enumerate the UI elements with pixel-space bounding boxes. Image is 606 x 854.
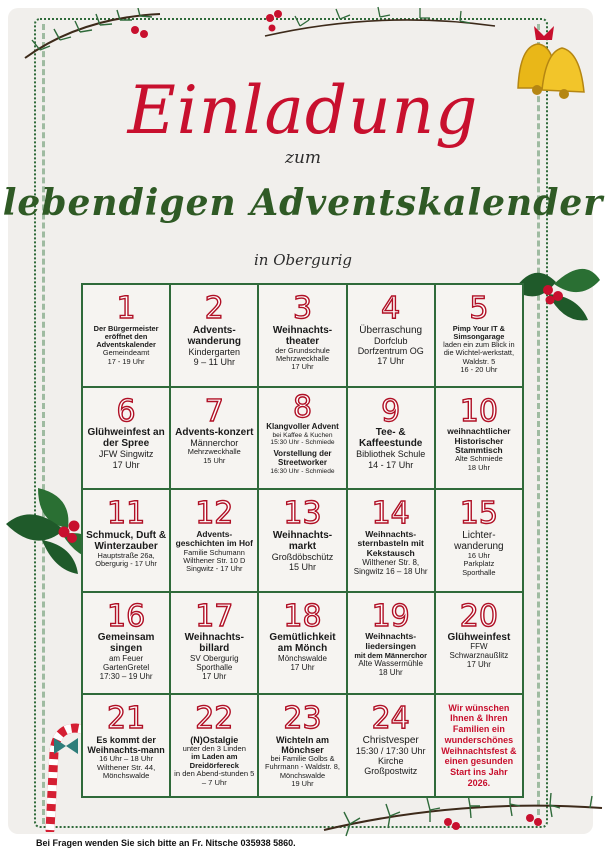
day-number: 16 (107, 598, 146, 634)
day-detail: Bibliothek Schule (356, 449, 426, 460)
day-time: 9 – 11 Uhr (193, 356, 235, 367)
day-event: Lichter-wanderung (454, 529, 504, 552)
calendar-day-18 (258, 592, 346, 695)
day-detail: bei Kaffee & Kuchen (272, 432, 333, 440)
day-time: Singwitz - 17 Uhr (186, 564, 243, 574)
day-time: 19 Uhr (291, 778, 314, 788)
day-time: in den Abend-stunden 5 – 7 Uhr (174, 769, 255, 787)
calendar-day-9 (347, 387, 435, 490)
day-event: Vorstellung der Streetworker (273, 448, 332, 467)
calendar-day-22 (170, 694, 258, 797)
day-detail: Gemeindeamt (102, 348, 150, 358)
calendar-day-8 (258, 387, 346, 490)
day-number: 23 (283, 701, 322, 737)
day-time: 15 Uhr (288, 562, 316, 573)
day-number: 4 (381, 291, 401, 326)
day-event: Klangvoller Advent (266, 422, 339, 432)
calendar-day-20 (435, 592, 523, 695)
day-number: 8 (292, 389, 313, 425)
day-event: Weihnachts-theater (272, 324, 333, 347)
calendar-day-12 (170, 489, 258, 592)
day-detail: Mönchswalde (278, 653, 327, 663)
day-number: 6 (116, 393, 136, 429)
calendar-day-10 (435, 387, 523, 490)
day-event: Weihnachts-markt (272, 529, 333, 552)
day-number: 11 (107, 496, 146, 532)
day-detail: FFW (470, 642, 488, 652)
calendar-day-14 (347, 489, 435, 592)
day-detail: Großpostwitz (364, 766, 418, 777)
subtitle-adventskalender: lebendigen Adventskalender (2, 182, 604, 224)
calendar-day-21 (82, 694, 170, 797)
day-detail: Wilthener Str. 10 D (183, 555, 246, 565)
day-time: 17 Uhr (377, 355, 405, 366)
invitation-title: Einladung (127, 72, 479, 149)
day-event: Überraschung (359, 324, 423, 336)
day-detail: am Feuer (108, 653, 144, 663)
calendar-day-7 (170, 387, 258, 490)
day-detail: bei Familie Golbs & Fuhrmann - Waldstr. 8, Mönchswalde (265, 754, 340, 780)
day-detail: mit dem Männerchor (354, 650, 428, 660)
day-detail: Wilthener Str. 8, (362, 557, 420, 567)
christmas-greeting-cell (435, 694, 523, 797)
day-detail: Kirche (377, 756, 404, 767)
day-detail: Männerchor (190, 438, 239, 449)
day-detail: SV Obergurig (190, 653, 239, 663)
day-event: Weihnachts-billard (184, 632, 244, 655)
calendar-day-17 (170, 592, 258, 695)
day-time: 18 Uhr (467, 462, 490, 472)
day-number: 15 (459, 496, 498, 532)
day-time: Singwitz 16 – 18 Uhr (353, 566, 428, 576)
day-detail: Großdöbschütz (271, 552, 334, 563)
calendar-day-19 (347, 592, 435, 695)
day-time: 17 Uhr (112, 459, 140, 470)
day-number: 1 (116, 291, 136, 326)
day-time: 17 Uhr (202, 671, 227, 681)
day-event: Christvesper (362, 734, 419, 746)
day-number: 20 (459, 598, 498, 634)
day-number: 17 (195, 598, 234, 634)
day-detail: Alte Schmiede (455, 454, 503, 464)
day-time: 14 - 17 Uhr (368, 459, 414, 470)
pine-garland-top-left-icon (20, 8, 170, 68)
subtitle-location: in Obergurig (253, 251, 352, 269)
day-detail: Hauptstraße 26a, Obergurig - 17 Uhr (95, 551, 157, 569)
day-time: 17:30 – 19 Uhr (99, 671, 153, 681)
day-event: Schmuck, Duft & Winterzauber (86, 529, 167, 552)
day-time: 17 Uhr (290, 662, 315, 672)
day-number: 10 (459, 393, 498, 429)
day-number: 24 (371, 701, 410, 737)
day-time: 15 Uhr (203, 455, 226, 465)
day-number: 12 (195, 496, 234, 532)
day-number: 13 (283, 496, 322, 532)
advent-calendar-grid (81, 283, 524, 798)
day-detail: unter den 3 Linden (182, 743, 246, 753)
day-number: 2 (204, 291, 224, 326)
day-event: Tee- & Kaffeestunde (359, 427, 423, 450)
day-time: 17 - 19 Uhr (107, 356, 145, 366)
day-detail: Schwarznaußlitz (449, 651, 509, 661)
day-time: 18 Uhr (378, 667, 403, 677)
pine-garland-top-right-icon (260, 6, 500, 46)
day-number: 21 (107, 701, 146, 737)
day-detail: Mehrzweckhalle (275, 354, 329, 364)
day-event: Advents-konzert (175, 427, 254, 439)
day-event: Es kommt der Weihnachts-mann (87, 734, 165, 755)
day-event: Advents-wanderung (187, 324, 241, 347)
day-detail: Alte Wassermühle (358, 658, 423, 668)
calendar-day-13 (258, 489, 346, 592)
day-detail: Sporthalle (196, 662, 233, 672)
day-time: 16 Uhr – 18 Uhr (99, 754, 154, 764)
christmas-greeting: Wir wünschen Ihnen & Ihren Familien ein wunderschönes Weihnachtsfest & einen gesunden Start ins Jahr 2026. (441, 702, 517, 789)
calendar-day-3 (258, 284, 346, 387)
day-number: 7 (204, 393, 224, 429)
day-event: weihnachtlicher Historischer Stammtisch (447, 426, 511, 455)
calendar-day-2 (170, 284, 258, 387)
calendar-day-23 (258, 694, 346, 797)
contact-footer: Bei Fragen wenden Sie sich bitte an Fr. Nitsche 035938 5860. (36, 838, 296, 848)
calendar-day-4 (347, 284, 435, 387)
day-time: 17 Uhr (466, 660, 491, 670)
day-number: 14 (371, 496, 410, 532)
day-number: 9 (381, 393, 401, 429)
day-event: Wichteln am Mönchser (276, 734, 329, 755)
day-number: 18 (283, 598, 322, 634)
day-event: Gemeinsam singen (97, 632, 155, 655)
calendar-day-16 (82, 592, 170, 695)
day-detail: GartenGretel (102, 662, 150, 672)
day-time: 15:30 / 17:30 Uhr (355, 746, 426, 757)
day-detail: Wilthener Str. 44, Mönchswalde (96, 762, 156, 781)
day-number: 3 (292, 291, 313, 326)
day-event: Pimp Your IT & Simsongarage (452, 323, 506, 341)
day-number: 5 (469, 291, 489, 326)
day-detail: Sporthalle (462, 567, 496, 577)
day-detail: Mehrzweckhalle (187, 447, 241, 457)
day-time: 16 Uhr (467, 551, 490, 561)
day-time: 16:30 Uhr - Schmiede (270, 467, 335, 475)
day-event: Weihnachts-sternbasteln mit Kekstausch (357, 528, 424, 558)
day-detail: Dorfclub (373, 335, 408, 346)
calendar-day-15 (435, 489, 523, 592)
day-detail: Kindergarten (188, 346, 241, 357)
day-event: Advents-geschichten im Hof (175, 528, 253, 549)
day-event: Weihnachts-liedersingen (365, 631, 417, 651)
calendar-day-24 (347, 694, 435, 797)
day-number: 22 (195, 701, 234, 737)
day-time: 15:30 Uhr - Schmiede (270, 439, 335, 447)
day-detail: laden ein zum Blick in die Wichtel-werkstatt, Waldstr. 5 (443, 340, 515, 366)
day-time: 16 - 20 Uhr (460, 364, 498, 374)
day-time: 17 Uhr (291, 362, 314, 372)
day-event: Der Bürgermeister eröffnet den Adventskalender (93, 323, 159, 350)
day-event: Gemütlichkeit am Mönch (269, 632, 336, 655)
day-detail: Familie Schumann (183, 547, 245, 557)
day-event: Glühweinfest an der Spree (87, 427, 165, 450)
day-detail: der Grundschule (275, 345, 330, 355)
day-detail: Dorfzentrum OG (357, 345, 424, 356)
day-event: Glühweinfest (447, 632, 511, 644)
subtitle-zum: zum (284, 148, 322, 168)
calendar-day-6 (82, 387, 170, 490)
day-detail: im Laden am Dreidörfereck (189, 752, 239, 770)
calendar-day-1 (82, 284, 170, 387)
day-number: 19 (371, 598, 410, 634)
day-event: (N)Ostalgie (190, 734, 239, 745)
day-detail: Parkplatz (463, 559, 495, 569)
calendar-day-11 (82, 489, 170, 592)
day-detail: JFW Singwitz (98, 449, 154, 460)
calendar-day-5 (435, 284, 523, 387)
